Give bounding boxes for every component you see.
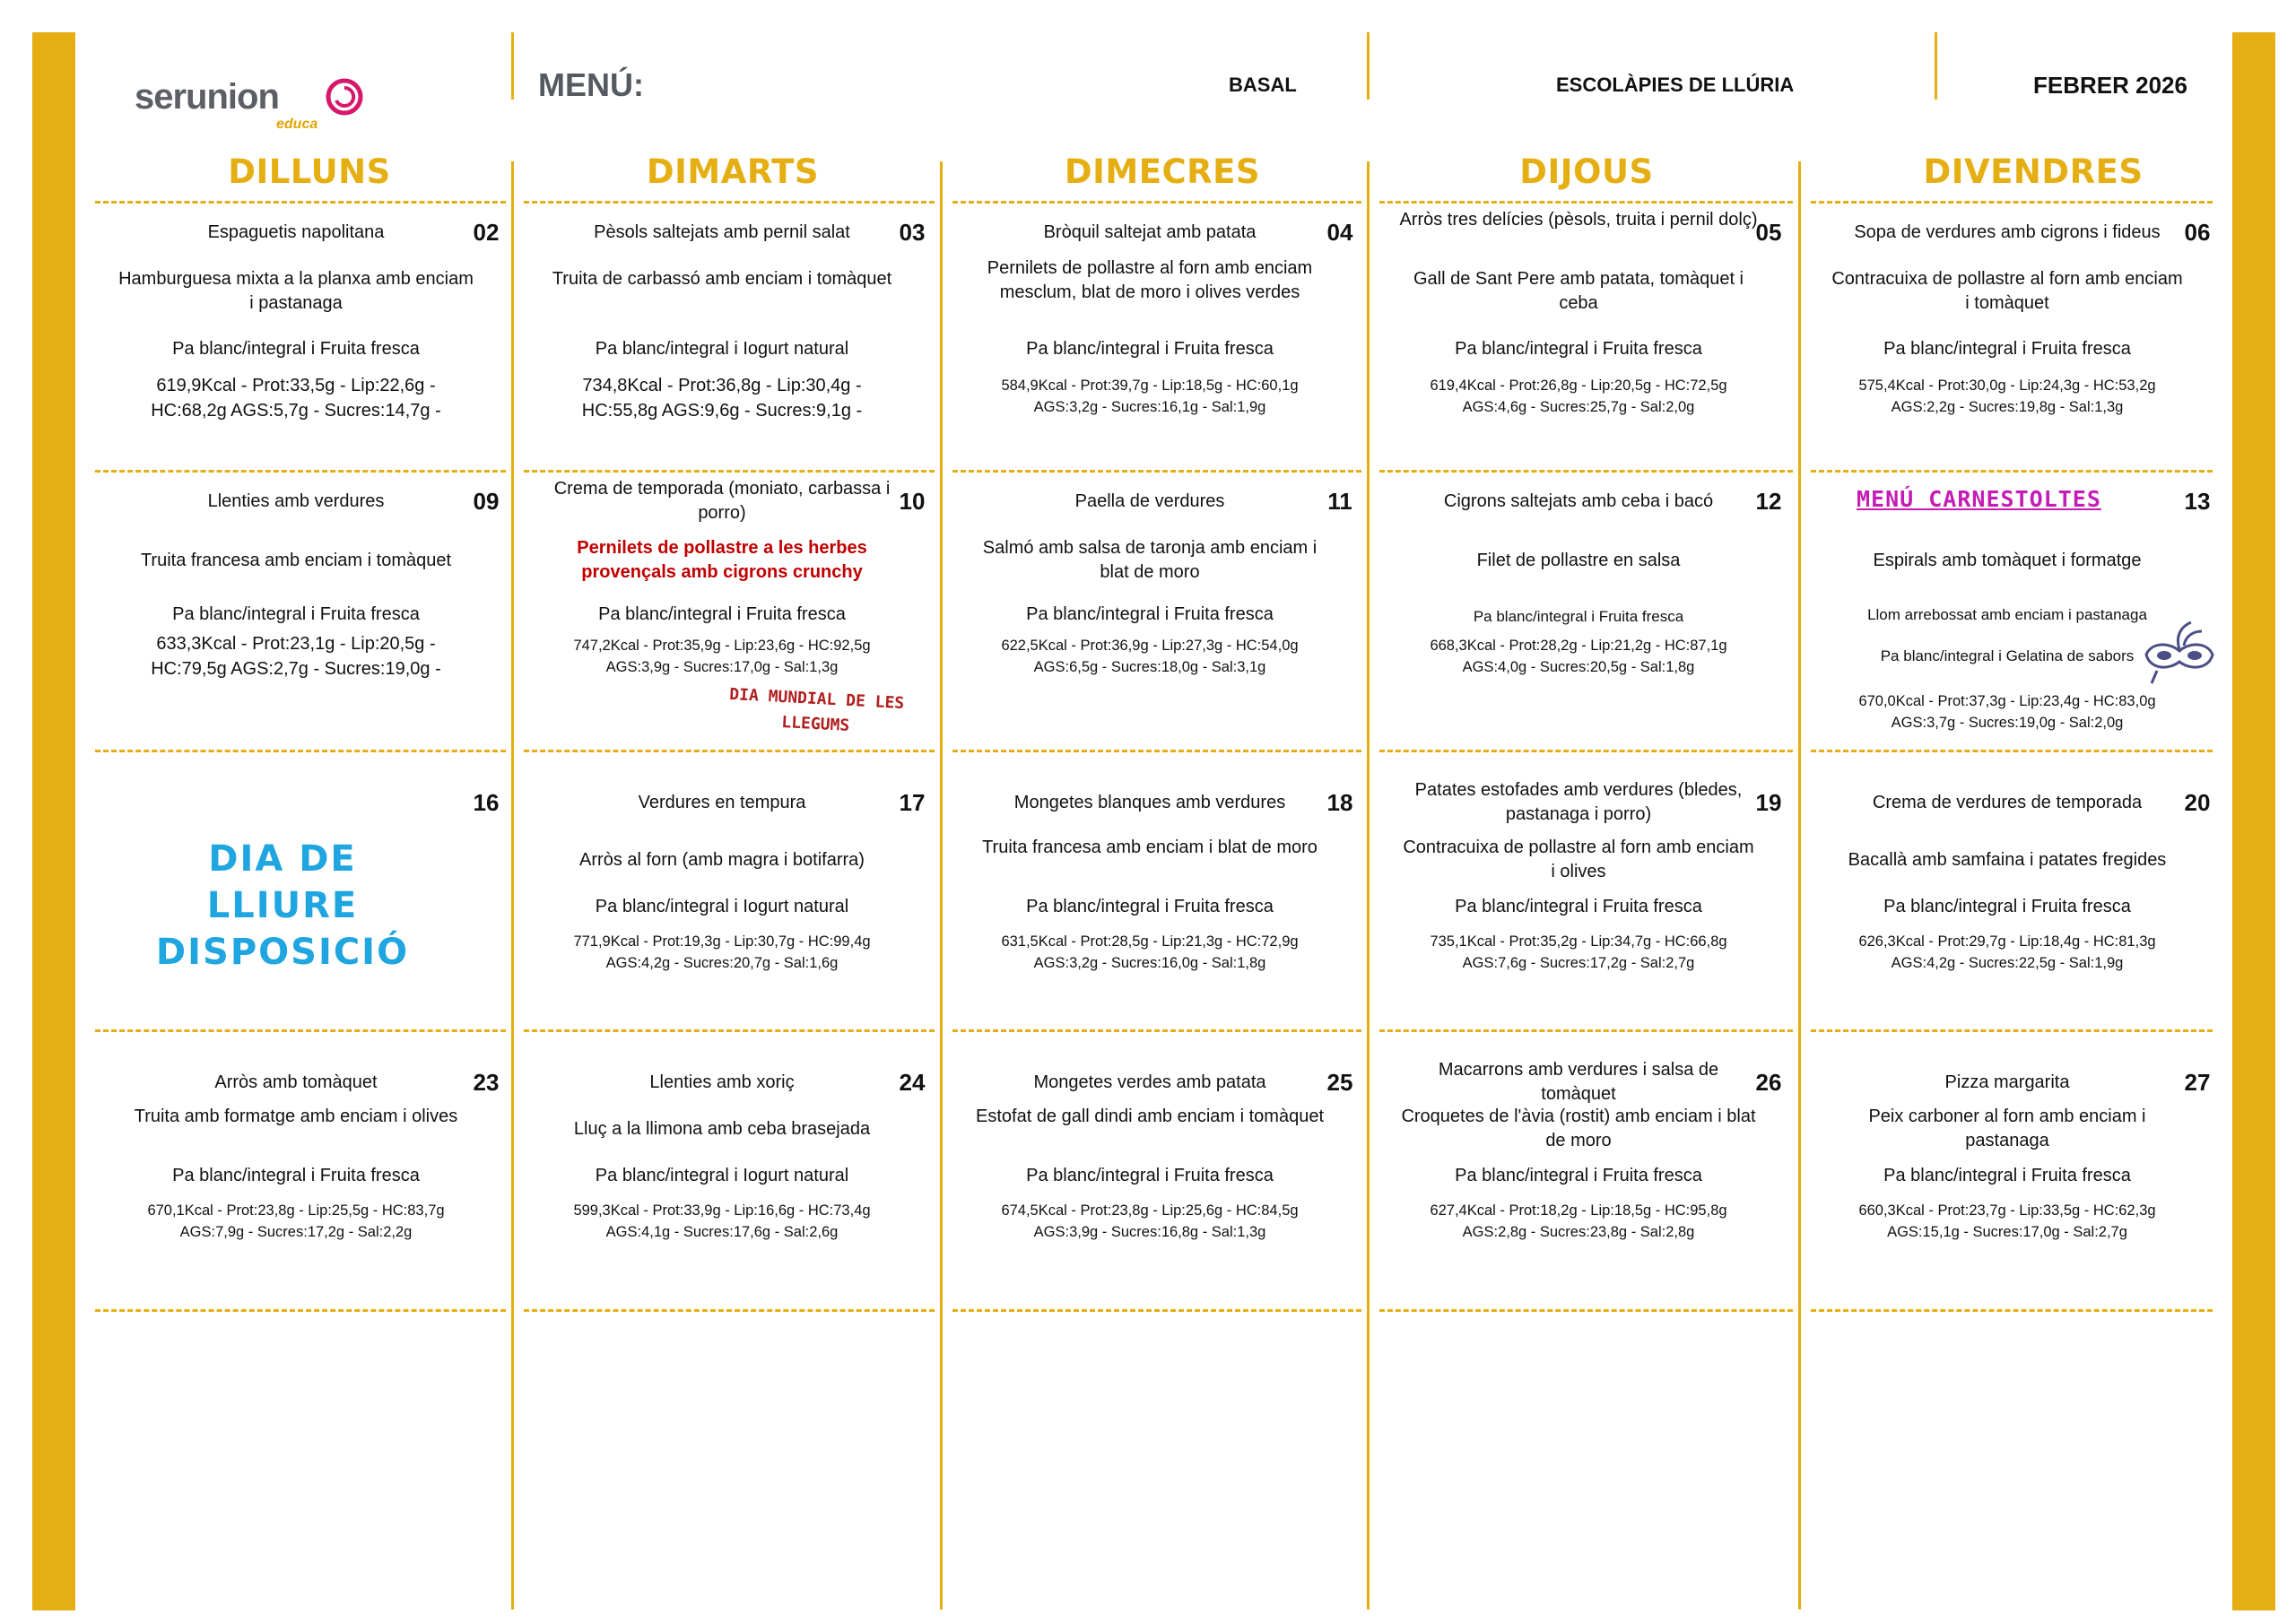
second-course: Peix carboner al forn amb enciam i pastanaga — [1868, 1107, 2146, 1150]
date-number: 17 — [899, 789, 926, 816]
date-number: 24 — [899, 1069, 926, 1096]
nutrition-line-2: AGS:2,8g - Sucres:23,8g - Sal:2,8g — [1462, 1224, 1695, 1240]
column-divider — [940, 161, 943, 1610]
dessert: Pa blanc/integral i Fruita fresca — [1455, 339, 1702, 359]
date-number: 10 — [899, 488, 926, 515]
right-border-bar — [2232, 32, 2275, 1610]
day-header-thursday: DIJOUS — [1519, 152, 1654, 191]
dessert: Pa blanc/integral i Fruita fresca — [1473, 608, 1684, 625]
school-name: ESCOLÀPIES DE LLÚRIA — [1556, 74, 1795, 96]
day-header-tuesday: DIMARTS — [646, 152, 820, 191]
header-separator — [1935, 32, 1937, 100]
date-number: 11 — [1327, 488, 1352, 515]
second-course-special: Pernilets de pollastre a les herbes provençals amb cigrons crunchy — [577, 538, 867, 582]
nutrition-line-1: 670,1Kcal - Prot:23,8g - Lip:25,5g - HC:83,7g — [147, 1202, 445, 1219]
second-course: Filet de pollastre en salsa — [1476, 551, 1681, 570]
nutrition-line-2: AGS:4,0g - Sucres:20,5g - Sal:1,8g — [1462, 659, 1695, 675]
day-header-wednesday: DIMECRES — [1064, 152, 1261, 191]
second-course: Truita francesa amb enciam i blat de moro — [982, 838, 1318, 857]
date-number: 03 — [899, 219, 926, 246]
nutrition-line-2: AGS:3,9g - Sucres:17,0g - Sal:1,3g — [605, 659, 839, 675]
nutrition-line-1: 619,9Kcal - Prot:33,5g - Lip:22,6g - — [156, 376, 436, 395]
nutrition-line-2: AGS:3,9g - Sucres:16,8g - Sal:1,3g — [1033, 1224, 1266, 1240]
first-course: Llenties amb xoriç — [649, 1072, 795, 1092]
nutrition-line-1: 619,4Kcal - Prot:26,8g - Lip:20,5g - HC:72,5g — [1430, 378, 1727, 394]
first-course: Patates estofades amb verdures (bledes, pastanaga i porro) — [1414, 780, 1743, 824]
nutrition-line-1: 747,2Kcal - Prot:35,9g - Lip:23,6g - HC:92,5g — [573, 638, 871, 654]
second-course: Truita francesa amb enciam i tomàquet — [140, 551, 452, 570]
carnival-menu-title: MENÚ CARNESTOLTES — [1857, 486, 2101, 512]
nutrition-line-2: AGS:3,2g - Sucres:16,0g - Sal:1,8g — [1033, 955, 1266, 971]
second-course: Llom arrebossat amb enciam i pastanaga — [1867, 606, 2147, 623]
date-number: 27 — [2184, 1069, 2211, 1096]
nutrition-line-2: AGS:6,5g - Sucres:18,0g - Sal:3,1g — [1033, 659, 1266, 675]
nutrition-line-2: AGS:15,1g - Sucres:17,0g - Sal:2,7g — [1887, 1224, 2127, 1240]
nutrition-line-2: AGS:4,1g - Sucres:17,6g - Sal:2,6g — [605, 1224, 839, 1240]
header-separator — [511, 32, 514, 100]
nutrition-line-1: 626,3Kcal - Prot:29,7g - Lip:18,4g - HC:81,3g — [1858, 933, 2156, 950]
second-course: Truita de carbassó amb enciam i tomàquet — [552, 269, 892, 289]
first-course: Paella de verdures — [1074, 491, 1225, 511]
logo-subtitle: educa — [276, 117, 318, 132]
nutrition-line-2: AGS:7,9g - Sucres:17,2g - Sal:2,2g — [179, 1224, 413, 1240]
dessert: Pa blanc/integral i Fruita fresca — [1883, 1166, 2131, 1185]
nutrition-line-2: HC:55,8g AGS:9,6g - Sucres:9,1g - — [581, 401, 863, 421]
dessert: Pa blanc/integral i Fruita fresca — [1026, 897, 1274, 916]
dessert: Pa blanc/integral i Fruita fresca — [598, 604, 846, 624]
nutrition-line-1: 622,5Kcal - Prot:36,9g - Lip:27,3g - HC:54,0g — [1001, 638, 1299, 654]
menu-label: MENÚ: — [538, 66, 644, 103]
nutrition-line-1: 668,3Kcal - Prot:28,2g - Lip:21,2g - HC:87,1g — [1430, 638, 1727, 654]
nutrition-line-2: AGS:4,2g - Sucres:22,5g - Sal:1,9g — [1891, 955, 2124, 971]
dessert: Pa blanc/integral i Fruita fresca — [1883, 339, 2131, 359]
column-divider — [1798, 161, 1801, 1610]
diet-type: BASAL — [1229, 74, 1297, 96]
first-course: Crema de verdures de temporada — [1872, 793, 2143, 812]
world-legumes-day-note: DIA MUNDIAL DE LES LLEGUMS — [728, 684, 905, 735]
dessert: Pa blanc/integral i Fruita fresca — [1455, 897, 1702, 916]
second-course: Truita amb formatge amb enciam i olives — [134, 1107, 458, 1126]
dessert: Pa blanc/integral i Fruita fresca — [172, 604, 420, 624]
first-course: Mongetes blanques amb verdures — [1013, 793, 1286, 812]
nutrition-line-1: 674,5Kcal - Prot:23,8g - Lip:25,6g - HC:84,5g — [1001, 1202, 1299, 1219]
dessert: Pa blanc/integral i Iogurt natural — [595, 897, 849, 916]
second-course: Hamburguesa mixta a la planxa amb enciam i pastanaga — [118, 269, 474, 313]
second-course: Pernilets de pollastre al forn amb enciam mesclum, blat de moro i olives verdes — [987, 258, 1313, 302]
nutrition-line-2: HC:68,2g AGS:5,7g - Sucres:14,7g - — [151, 401, 441, 421]
first-course: Pèsols saltejats amb pernil salat — [594, 222, 850, 242]
second-course: Contracuixa de pollastre al forn amb enciam i olives — [1403, 838, 1754, 881]
second-course: Gall de Sant Pere amb patata, tomàquet i ceba — [1413, 269, 1744, 313]
nutrition-line-1: 599,3Kcal - Prot:33,9g - Lip:16,6g - HC:73,4g — [573, 1202, 871, 1219]
first-course: Bròquil saltejat amb patata — [1043, 222, 1257, 242]
nutrition-line-2: AGS:2,2g - Sucres:19,8g - Sal:1,3g — [1891, 399, 2124, 415]
first-course: Arròs tres delícies (pèsols, truita i pernil dolç) — [1399, 210, 1758, 230]
dessert: Pa blanc/integral i Fruita fresca — [1026, 1166, 1274, 1185]
second-course: Croquetes de l'àvia (rostit) amb enciam i blat de moro — [1401, 1107, 1756, 1150]
first-course: Espirals amb tomàquet i formatge — [1873, 551, 2142, 570]
day-header-monday: DILLUNS — [228, 152, 391, 191]
nutrition-line-1: 735,1Kcal - Prot:35,2g - Lip:34,7g - HC:66,8g — [1430, 933, 1727, 950]
nutrition-line-2: AGS:7,6g - Sucres:17,2g - Sal:2,7g — [1462, 955, 1695, 971]
date-number: 13 — [2184, 488, 2211, 515]
date-number: 20 — [2184, 789, 2211, 816]
date-number: 05 — [1755, 219, 1782, 246]
date-number: 19 — [1755, 789, 1782, 816]
month-year: FEBRER 2026 — [2033, 72, 2187, 99]
nutrition-line-1: 670,0Kcal - Prot:37,3g - Lip:23,4g - HC:83,0g — [1858, 693, 2156, 709]
carnival-mask-icon — [2139, 619, 2220, 690]
nutrition-line-1: 771,9Kcal - Prot:19,3g - Lip:30,7g - HC:99,4g — [573, 933, 871, 950]
first-course: Verdures en tempura — [638, 793, 806, 812]
dessert: Pa blanc/integral i Fruita fresca — [172, 1166, 420, 1185]
nutrition-line-1: 627,4Kcal - Prot:18,2g - Lip:18,5g - HC:95,8g — [1430, 1202, 1727, 1219]
date-number: 12 — [1755, 488, 1782, 515]
first-course: Macarrons amb verdures i salsa de tomàquet — [1438, 1060, 1719, 1104]
dessert: Pa blanc/integral i Fruita fresca — [1455, 1166, 1702, 1185]
left-border-bar — [32, 32, 75, 1610]
nutrition-line-2: AGS:4,6g - Sucres:25,7g - Sal:2,0g — [1462, 399, 1695, 415]
nutrition-line-1: 633,3Kcal - Prot:23,1g - Lip:20,5g - — [156, 634, 436, 654]
first-course: Llenties amb verdures — [207, 491, 385, 511]
logo-wordmark: serunion — [135, 77, 279, 117]
dessert: Pa blanc/integral i Fruita fresca — [1883, 897, 2131, 916]
dessert: Pa blanc/integral i Fruita fresca — [172, 339, 420, 359]
dessert: Pa blanc/integral i Gelatina de sabors — [1880, 647, 2135, 664]
dessert: Pa blanc/integral i Fruita fresca — [1026, 604, 1274, 624]
first-course: Mongetes verdes amb patata — [1033, 1072, 1266, 1092]
nutrition-line-2: AGS:4,2g - Sucres:20,7g - Sal:1,6g — [605, 955, 839, 971]
nutrition-line-1: 631,5Kcal - Prot:28,5g - Lip:21,3g - HC:72,9g — [1001, 933, 1299, 950]
date-number: 04 — [1326, 219, 1353, 246]
first-course: Crema de temporada (moniato, carbassa i porro) — [553, 479, 891, 523]
nutrition-line-2: AGS:3,7g - Sucres:19,0g - Sal:2,0g — [1891, 715, 2124, 731]
date-number: 16 — [473, 789, 500, 816]
nutrition-line-1: 660,3Kcal - Prot:23,7g - Lip:33,5g - HC:62,3g — [1858, 1202, 2156, 1219]
date-number: 02 — [473, 219, 500, 246]
date-number: 26 — [1755, 1069, 1782, 1096]
column-divider — [1367, 161, 1370, 1610]
date-number: 23 — [473, 1069, 500, 1096]
first-course: Espaguetis napolitana — [207, 222, 385, 242]
second-course: Salmó amb salsa de taronja amb enciam i blat de moro — [982, 538, 1318, 582]
dessert: Pa blanc/integral i Fruita fresca — [1026, 339, 1274, 359]
first-course: Pizza margarita — [1944, 1072, 2070, 1092]
nutrition-line-2: AGS:3,2g - Sucres:16,1g - Sal:1,9g — [1033, 399, 1266, 415]
header-separator — [1367, 32, 1370, 100]
date-number: 09 — [473, 488, 500, 515]
nutrition-line-2: HC:79,5g AGS:2,7g - Sucres:19,0g - — [151, 659, 441, 679]
serunion-logo — [135, 70, 368, 133]
free-day-label: DIA DE LLIURE DISPOSICIÓ — [155, 838, 410, 973]
nutrition-line-1: 734,8Kcal - Prot:36,8g - Lip:30,4g - — [582, 376, 862, 395]
dessert: Pa blanc/integral i Iogurt natural — [595, 339, 849, 359]
second-course: Estofat de gall dindi amb enciam i tomàquet — [976, 1107, 1324, 1126]
column-divider — [511, 161, 514, 1610]
date-number: 18 — [1326, 789, 1353, 816]
first-course: Sopa de verdures amb cigrons i fideus — [1854, 222, 2161, 242]
first-course: Cigrons saltejats amb ceba i bacó — [1443, 491, 1714, 511]
second-course: Lluç a la llimona amb ceba brasejada — [573, 1119, 871, 1139]
first-course: Arròs amb tomàquet — [214, 1072, 378, 1092]
dessert: Pa blanc/integral i Iogurt natural — [595, 1166, 849, 1185]
logo-swirl-icon — [325, 77, 364, 117]
nutrition-line-1: 584,9Kcal - Prot:39,7g - Lip:18,5g - HC:60,1g — [1001, 378, 1299, 394]
date-number: 06 — [2184, 219, 2211, 246]
date-number: 25 — [1326, 1069, 1353, 1096]
second-course: Bacallà amb samfaina i patates fregides — [1848, 850, 2167, 870]
second-course: Contracuixa de pollastre al forn amb enciam i tomàquet — [1831, 269, 2183, 313]
second-course: Arròs al forn (amb magra i botifarra) — [579, 850, 865, 870]
day-header-friday: DIVENDRES — [1923, 152, 2144, 191]
nutrition-line-1: 575,4Kcal - Prot:30,0g - Lip:24,3g - HC:53,2g — [1858, 378, 2156, 394]
